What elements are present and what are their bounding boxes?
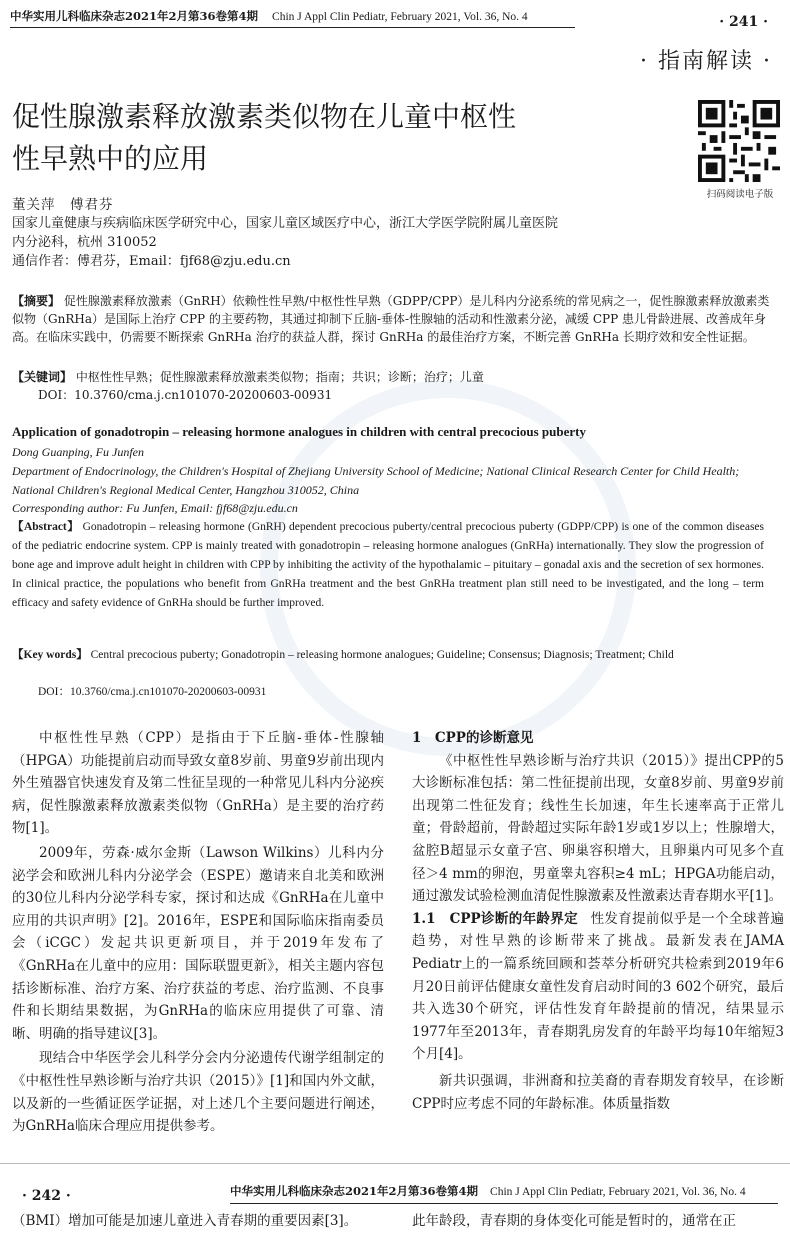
affiliation-cn <box>12 214 674 271</box>
keywords-cn <box>12 368 777 386</box>
body-paragraph: 性发育提前似乎是一个全球普遍趋势，对性早熟的诊断带来了挑战。最新发表在JAMA Pediatr上的一篇系统回顾和荟萃分析研究共检索到2019年6月20日前评估健康女童性发育启动时间的3 602个研究，最后共入选30个研究，评估性发育年龄提前的情况，结果显示1977年至2013年，青春期乳房发育的年龄平均每10年缩短3个月[4]。 <box>412 910 784 1063</box>
keywords-label-en: 【Key words】 <box>12 649 88 661</box>
abstract-label-cn: 【摘要】 <box>12 294 61 308</box>
subsection-1-1 <box>412 908 784 1066</box>
body-left-column <box>12 727 384 1138</box>
keywords-en <box>12 646 764 665</box>
journal-name-cn-next: 中华实用儿科临床杂志2021年2月第36卷第4期 <box>230 1184 479 1198</box>
journal-name-cn: 中华实用儿科临床杂志2021年2月第36卷第4期 <box>10 9 259 23</box>
header-rule <box>10 27 575 28</box>
affiliation-en: Department of Endocrinology, the Children's Hospital of Zhejiang University School of Medicine; National Clinical Research Center for Child Health; National Children's Regional Medical Center, Hangzhou 310052, China <box>12 464 740 497</box>
journal-name-en: Chin J Appl Clin Pediatr, February 2021, Vol. 36, No. 4 <box>272 11 528 23</box>
subsection-heading-1-1: 1.1 CPP诊断的年龄界定 <box>412 910 578 927</box>
body-paragraph: 《中枢性性早熟诊断与治疗共识（2015）》提出CPP的5大诊断标准包括：第二性征提前出现，女童8岁前、男童9岁前出现第二性征发育；线性生长加速，年生长速率高于正常儿童；骨龄超前，骨龄超过实际年龄1岁或1岁以上；性腺增大，盆腔B超显示女童子宫、卵巢容积增大，且卵巢内可见多个直径＞4 mm的卵泡，男童睾丸容积≥4 mL；HPGA功能启动，通过激发试验检测血清促性腺激素及性激素达青春期水平[1]。 <box>412 752 784 905</box>
abstract-text-en: Gonadotropin – releasing hormone (GnRH) dependent precocious puberty/central precocious puberty (GDPP/CPP) is one of the common diseases of the pediatric endocrine system. CPP is mainly treated with gonadotropin – releasing hormone analogues (GnRHa) internationally. They slow the progression of bone age and improve adult height in children with CPP by inhibiting the activity of the hypothalamic – pituitary – gonadal axis and the secretion of sex hormones. In clinical practice, the populations who benefit from GnRHa treatment and the best GnRHa treatment plan still need to be investigated, and the long – term efficacy and safety evidence of GnRHa should be further improved. <box>12 521 765 609</box>
next-page-right-text: 此年龄段，青春期的身体变化可能是暂时的，通常在正 <box>412 1213 736 1229</box>
next-page-left-text: （BMI）增加可能是加速儿童进入青春期的重要因素[3]。 <box>12 1213 358 1229</box>
page-number-next: · 242 · <box>22 1188 71 1204</box>
body-paragraph: 现结合中华医学会儿科学分会内分泌遗传代谢学组制定的《中枢性性早熟诊断与治疗共识（2015）》[1]和国内外文献，以及新的一些循证医学证据，对上述几个主要问题进行阐述，为GnRHa临床合理应用提供参考。 <box>12 1050 384 1135</box>
keywords-text-cn: 中枢性性早熟；促性腺激素释放激素类似物；指南；共识；诊断；治疗；儿童 <box>75 370 484 384</box>
abstract-en <box>12 518 764 613</box>
keywords-label-cn: 【关键词】 <box>12 370 73 384</box>
authors-en: Dong Guanping, Fu Junfen <box>12 445 144 459</box>
doi-cn[interactable]: DOI：10.3760/cma.j.cn101070-20200603-00931 <box>38 388 333 402</box>
body-paragraph: 新共识强调，非洲裔和拉美裔的青春期发育较早，在诊断CPP时应考虑不同的年龄标准。体质量指数 <box>412 1072 784 1112</box>
body-right-column <box>412 727 784 1115</box>
qr-code[interactable] <box>698 100 780 182</box>
corresponding-author-en: Corresponding author: Fu Junfen, Email: fjf68@zju.edu.cn <box>12 501 298 515</box>
running-header-next <box>230 1183 746 1199</box>
body-paragraph: 2009年，劳森·威尔金斯（Lawson Wilkins）儿科内分泌学会和欧洲儿科内分泌学会（ESPE）邀请来自北美和欧洲的30位儿科内分泌学科专家，探讨和达成《GnRHa在儿童中应用的共识声明》[2]。2016年，ESPE和国际临床指南委员会（iCGC）发起共识更新项目，并于2019年发布了《GnRHa在儿童中的应用：国际联盟更新》，相关主题内容包括诊断标准、治疗方案、治疗获益的考虑、治疗监测、不良事件和长期结果数据，为GnRHa的临床应用提供了可靠、清晰、明确的指导建议[3]。 <box>12 844 384 1042</box>
title-line-1: 促性腺激素释放激素类似物在儿童中枢性 <box>12 100 517 133</box>
journal-name-en-next: Chin J Appl Clin Pediatr, February 2021, Vol. 36, No. 4 <box>490 1186 746 1198</box>
page-divider <box>0 1163 790 1164</box>
running-header <box>10 8 528 24</box>
article-title <box>12 96 572 180</box>
qr-caption: 扫码阅读电子版 <box>706 189 774 200</box>
affiliation-line-2: 内分泌科，杭州 310052 <box>12 235 157 250</box>
section-label: · 指南解读 · <box>640 49 772 74</box>
abstract-cn <box>12 292 777 346</box>
body-paragraph: 中枢性性早熟（CPP）是指由于下丘脑-垂体-性腺轴（HPGA）功能提前启动而导致女童8岁前、男童9岁前出现内外生殖器官快速发育及第二性征呈现的一种常见儿科内分泌疾病，促性腺激素释放激素类似物（GnRHa）是主要的治疗药物[1]。 <box>12 730 384 837</box>
corresponding-author-cn: 通信作者：傅君芬，Email：fjf68@zju.edu.cn <box>12 254 291 269</box>
affiliation-line-1: 国家儿童健康与疾病临床医学研究中心，国家儿童区域医疗中心，浙江大学医学院附属儿童医院 <box>12 216 559 231</box>
keywords-text-en: Central precocious puberty; Gonadotropin – releasing hormone analogues; Guideline; Consensus; Diagnosis; Treatment; Child <box>90 649 674 661</box>
authors-cn: 董关萍 傅君芬 <box>12 197 114 213</box>
title-en: Application of gonadotropin – releasing hormone analogues in children with central precocious puberty <box>12 424 586 439</box>
section-heading-1: 1 CPP的诊断意见 <box>412 730 534 746</box>
title-line-2: 性早熟中的应用 <box>12 142 209 175</box>
page-number: · 241 · <box>719 14 768 30</box>
abstract-label-en: 【Abstract】 <box>12 521 80 533</box>
header-rule-next <box>230 1203 778 1204</box>
doi-en[interactable]: DOI：10.3760/cma.j.cn101070-20200603-00931 <box>38 686 267 698</box>
abstract-text-cn: 促性腺激素释放激素（GnRH）依赖性性早熟/中枢性性早熟（GDPP/CPP）是儿科内分泌系统的常见病之一，促性腺激素释放激素类似物（GnRHa）是国际上治疗 CPP 的主要药物，其通过抑制下丘脑-垂体-性腺轴的活动和性激素分泌，减缓 CPP 患儿骨龄进展、改善成年身高。在临床实践中，仍需要不断探索 GnRHa 治疗的获益人群，探讨 GnRHa 的最佳治疗方案，不断完善 GnRHa 长期疗效和安全性证据。 <box>12 294 770 344</box>
